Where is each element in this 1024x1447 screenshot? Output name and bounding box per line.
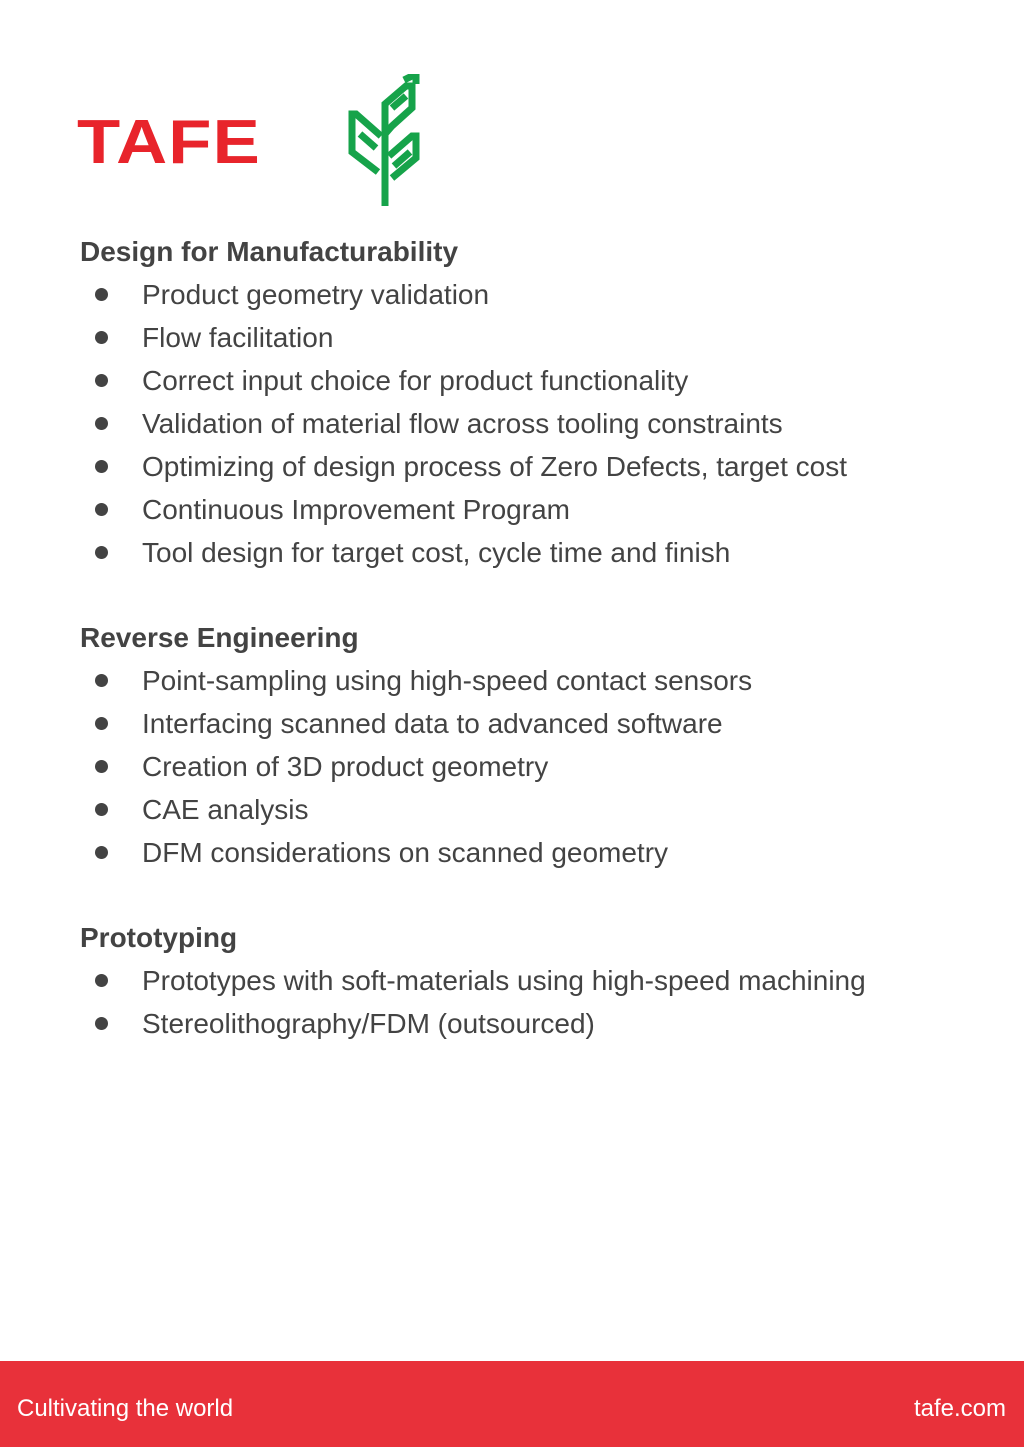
bullet-dot-icon xyxy=(95,503,108,516)
footer-bar xyxy=(0,1361,1024,1447)
list-item xyxy=(80,745,880,788)
section-title: Prototyping xyxy=(80,922,238,953)
list-item-text: Correct input choice for product functionality xyxy=(142,365,689,396)
list-item-text: Point-sampling using high-speed contact sensors xyxy=(142,665,753,696)
tafe-logo xyxy=(77,74,422,208)
list-item-text: Product geometry validation xyxy=(142,279,490,310)
list-item-text: Flow facilitation xyxy=(142,322,334,353)
list-item xyxy=(80,959,880,1002)
list-item xyxy=(80,702,880,745)
bullet-dot-icon xyxy=(95,546,108,559)
bullet-dot-icon xyxy=(95,460,108,473)
list-item-text: DFM considerations on scanned geometry xyxy=(142,837,669,868)
list-item-text: Stereolithography/FDM (outsourced) xyxy=(142,1008,595,1039)
bullet-dot-icon xyxy=(95,974,108,987)
bullet-dot-icon xyxy=(95,760,108,773)
bullet-dot-icon xyxy=(95,374,108,387)
list-item xyxy=(80,659,880,702)
bullet-dot-icon xyxy=(95,717,108,730)
list-item xyxy=(80,788,880,831)
list-item-text: Interfacing scanned data to advanced software xyxy=(142,708,723,739)
section-prototyping xyxy=(80,917,880,1045)
list-item xyxy=(80,1002,880,1045)
bullet-dot-icon xyxy=(95,674,108,687)
footer-url-link[interactable]: tafe.com xyxy=(913,1395,1006,1422)
bullet-list xyxy=(80,659,880,874)
bullet-dot-icon xyxy=(95,331,108,344)
section-title: Design for Manufacturability xyxy=(80,236,459,267)
bullet-dot-icon xyxy=(95,846,108,859)
list-item-text: Tool design for target cost, cycle time and finish xyxy=(142,537,731,568)
section-design-for-manufacturability xyxy=(80,231,880,574)
list-item-text: Validation of material flow across tooling constraints xyxy=(142,408,783,439)
list-item-text: Continuous Improvement Program xyxy=(142,494,570,525)
list-item xyxy=(80,531,880,574)
list-item xyxy=(80,831,880,874)
section-title: Reverse Engineering xyxy=(80,622,359,653)
list-item xyxy=(80,359,880,402)
list-item xyxy=(80,488,880,531)
section-reverse-engineering xyxy=(80,617,880,874)
bullet-dot-icon xyxy=(95,1017,108,1030)
list-item-text: Creation of 3D product geometry xyxy=(142,751,549,782)
list-item xyxy=(80,402,880,445)
bullet-dot-icon xyxy=(95,288,108,301)
list-item-text: CAE analysis xyxy=(142,794,309,825)
list-item xyxy=(80,273,880,316)
logo-wordmark: TAFE xyxy=(77,108,261,177)
list-item xyxy=(80,445,880,488)
bullet-list xyxy=(80,959,880,1045)
footer-tagline: Cultivating the world xyxy=(17,1395,234,1422)
bullet-list xyxy=(80,273,880,574)
list-item xyxy=(80,316,880,359)
list-item-text: Prototypes with soft-materials using high-speed machining xyxy=(142,965,866,996)
list-item-text: Optimizing of design process of Zero Defects, target cost xyxy=(142,451,847,482)
content xyxy=(80,231,880,1045)
wheat-leaf-icon xyxy=(348,74,422,208)
bullet-dot-icon xyxy=(95,417,108,430)
bullet-dot-icon xyxy=(95,803,108,816)
